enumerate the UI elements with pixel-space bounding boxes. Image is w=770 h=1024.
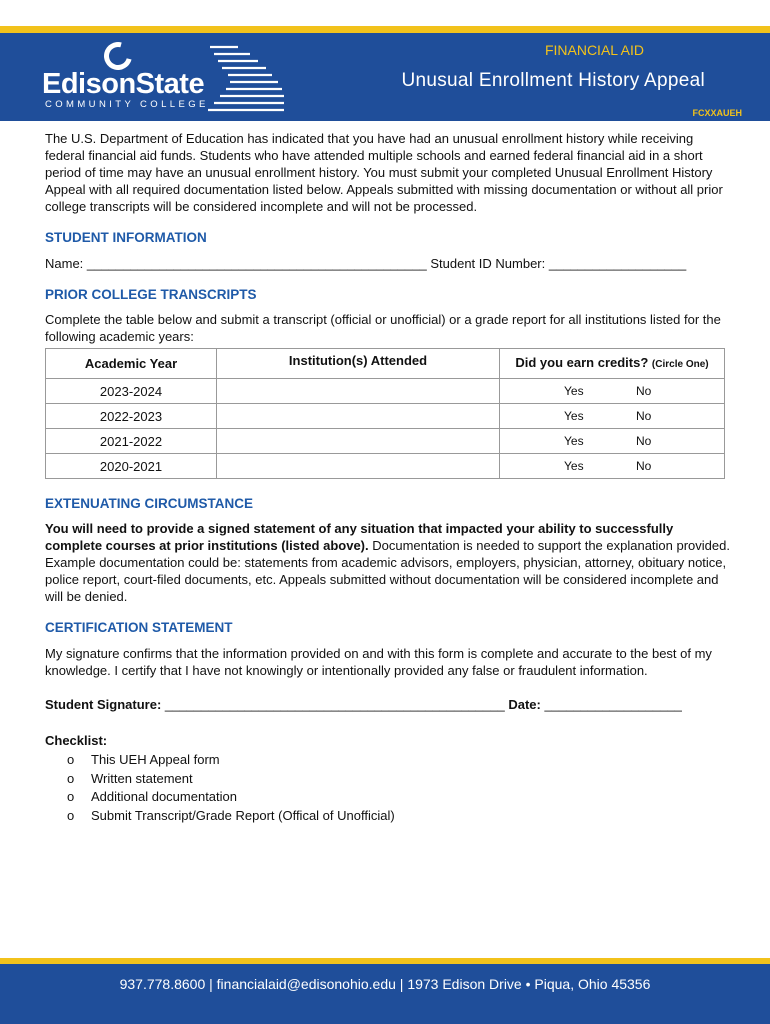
col-institution: Institution(s) Attended bbox=[217, 349, 500, 379]
credits-cell bbox=[500, 454, 725, 479]
form-title: Unusual Enrollment History Appeal bbox=[401, 70, 705, 91]
table-row bbox=[46, 404, 725, 429]
intro-paragraph: The U.S. Department of Education has indicated that you have had an unusual enrollment history while receiving federal financial aid funds. Students who have attended multiple schools and earned federal financial aid in a short period of time may have an unusual enrollment history. You must submit your completed Unusual Enrollment History Appeal with all required documentation listed below. Appeals submitted with missing documentation or without all prior college transcripts will be considered incomplete and will not be processed. bbox=[45, 131, 723, 214]
transcripts-heading: PRIOR COLLEGE TRANSCRIPTS bbox=[45, 287, 257, 302]
yes-option[interactable]: Yes bbox=[564, 408, 584, 423]
bullet: o bbox=[67, 770, 75, 786]
table-row bbox=[46, 429, 725, 454]
extenuating-text: Documentation is needed to support the explanation provided. Example documentation could be: statements from academic advisors, employers, physician, attorney, obituary notice, police report, court-filed documents, etc. Appeals submitted without documentation will be considered incomplete and will be denied. bbox=[45, 538, 730, 604]
department-label: FINANCIAL AID bbox=[544, 42, 644, 58]
credits-cell bbox=[500, 404, 725, 429]
col-academic-year: Academic Year bbox=[46, 349, 217, 379]
yes-option[interactable]: Yes bbox=[564, 458, 584, 473]
credits-question: Did you earn credits? bbox=[515, 355, 649, 370]
footer-contact: 937.778.8600 | financialaid@edisonohio.edu | 1973 Edison Drive • Piqua, Ohio 45356 bbox=[119, 976, 651, 992]
credits-cell bbox=[500, 429, 725, 454]
logo-subtitle: COMMUNITY COLLEGE bbox=[45, 99, 209, 110]
no-option[interactable]: No bbox=[636, 408, 652, 423]
institution-cell[interactable] bbox=[217, 429, 500, 454]
signature-row bbox=[45, 696, 730, 713]
checklist-item-label: Additional documentation bbox=[91, 789, 237, 804]
enrollment-history-table bbox=[45, 348, 725, 479]
signature-field[interactable]: _______________________________________________ bbox=[164, 697, 505, 712]
list-item bbox=[67, 788, 730, 807]
signature-label: Student Signature: bbox=[45, 697, 162, 712]
col-credits bbox=[500, 349, 725, 379]
yes-option[interactable]: Yes bbox=[564, 383, 584, 398]
student-id-label: Student ID Number: bbox=[430, 256, 546, 271]
credits-cell bbox=[500, 379, 725, 404]
no-option[interactable]: No bbox=[636, 433, 652, 448]
checklist bbox=[45, 751, 730, 825]
year-cell: 2022-2023 bbox=[46, 404, 217, 429]
list-item bbox=[67, 807, 730, 826]
student-info-row bbox=[45, 255, 730, 272]
form-code: FCXXAUEH bbox=[692, 108, 742, 118]
certification-paragraph: My signature confirms that the information provided on and with this form is complete and accurate to the best of my knowledge. I certify that I have not knowingly or intentionally provided any false or fraudulent information. bbox=[45, 646, 712, 678]
date-label: Date: bbox=[508, 697, 541, 712]
institution-cell[interactable] bbox=[217, 454, 500, 479]
table-row bbox=[46, 454, 725, 479]
footer-gold-stripe bbox=[0, 958, 770, 964]
transcripts-instructions: Complete the table below and submit a transcript (official or unofficial) or a grade report for all institutions listed for the following academic years: bbox=[45, 312, 721, 344]
student-info-heading: STUDENT INFORMATION bbox=[45, 230, 207, 245]
no-option[interactable]: No bbox=[636, 383, 652, 398]
name-field[interactable]: _______________________________________________ bbox=[86, 256, 427, 271]
extenuating-heading: EXTENUATING CIRCUMSTANCE bbox=[45, 496, 253, 511]
student-id-field[interactable]: ___________________ bbox=[548, 256, 687, 271]
bullet: o bbox=[67, 807, 75, 823]
year-cell: 2020-2021 bbox=[46, 454, 217, 479]
institution-cell[interactable] bbox=[217, 379, 500, 404]
logo-wordmark: EdisonState bbox=[42, 68, 205, 100]
yes-option[interactable]: Yes bbox=[564, 433, 584, 448]
name-label: Name: bbox=[45, 256, 84, 271]
year-cell: 2023-2024 bbox=[46, 379, 217, 404]
extenuating-bold-text: You will need to provide a signed statement of any situation that impacted your ability to successfully complete courses at prior institutions (listed above). bbox=[45, 521, 674, 553]
list-item bbox=[67, 770, 730, 789]
year-cell: 2021-2022 bbox=[46, 429, 217, 454]
extenuating-paragraph bbox=[45, 520, 730, 605]
bullet: o bbox=[67, 789, 75, 804]
checklist-item-label: Submit Transcript/Grade Report (Offical of Unofficial) bbox=[91, 807, 395, 823]
top-gold-stripe bbox=[0, 26, 770, 33]
date-field[interactable]: ___________________ bbox=[544, 697, 682, 712]
institution-cell[interactable] bbox=[217, 404, 500, 429]
checklist-title: Checklist: bbox=[45, 733, 108, 748]
speed-lines-icon bbox=[208, 44, 286, 112]
list-item bbox=[67, 751, 730, 770]
no-option[interactable]: No bbox=[636, 458, 652, 473]
checklist-item-label: Written statement bbox=[91, 770, 193, 786]
bullet: o bbox=[67, 752, 75, 767]
table-row bbox=[46, 379, 725, 404]
form-body bbox=[45, 130, 730, 825]
credits-hint: (Circle One) bbox=[651, 359, 709, 370]
table-header-row bbox=[46, 349, 725, 379]
checklist-item-label: This UEH Appeal form bbox=[91, 752, 220, 767]
certification-heading: CERTIFICATION STATEMENT bbox=[45, 620, 233, 635]
